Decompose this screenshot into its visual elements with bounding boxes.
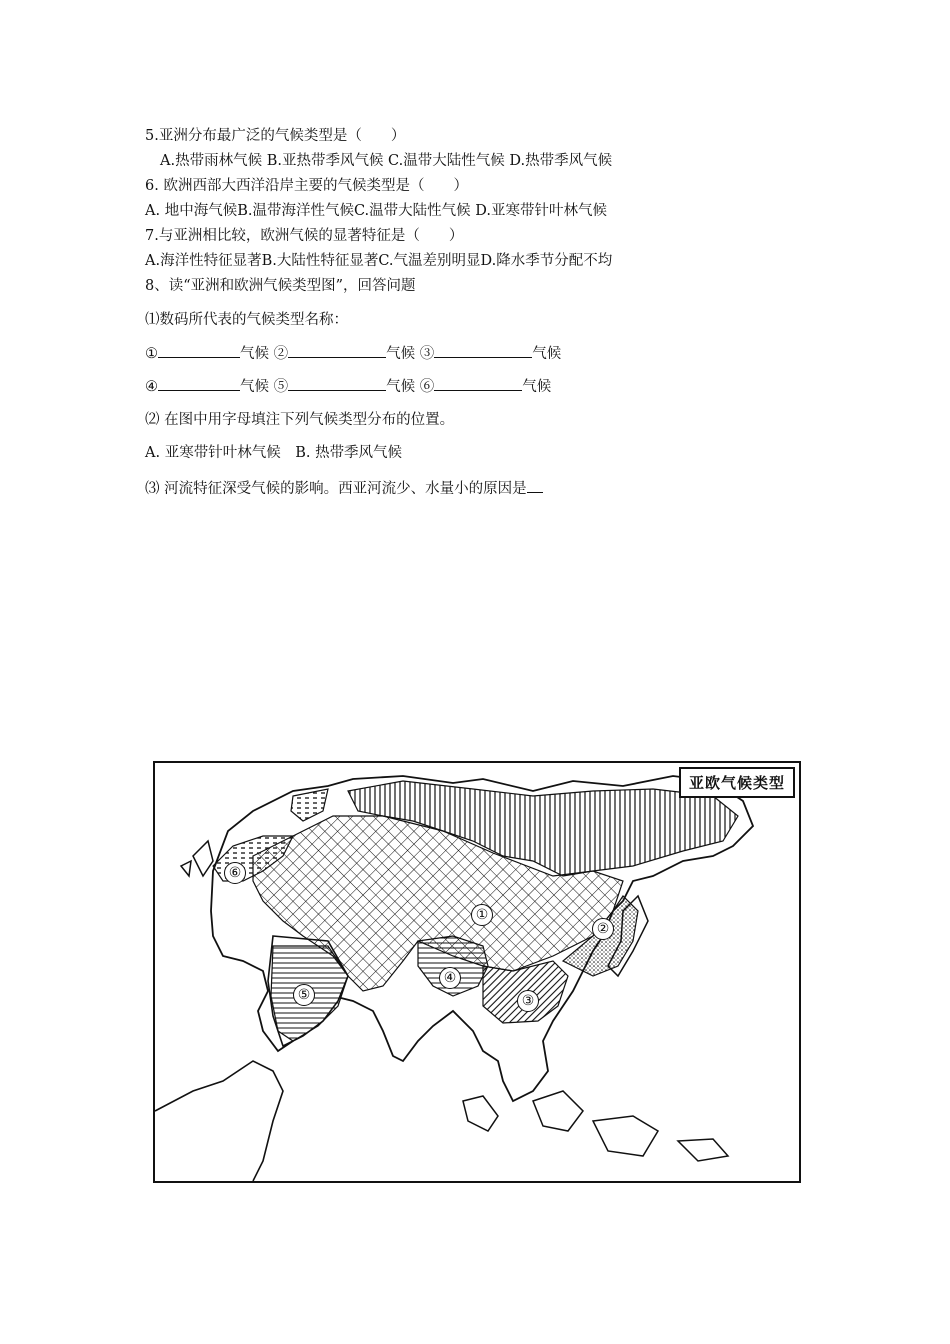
blank-7[interactable] (527, 478, 543, 493)
q8-part2-options: A. 亚寒带针叶林气候 B. 热带季风气候 (145, 445, 403, 461)
blank-3[interactable] (434, 343, 532, 358)
blank-4[interactable] (158, 376, 240, 391)
suffix-3: 气候 (532, 346, 562, 362)
blank-5[interactable] (288, 376, 386, 391)
q5-stem: 5.亚洲分布最广泛的气候类型是（ ） (145, 128, 406, 144)
q8-blanks-row1 (145, 343, 561, 364)
q7-options: A.海洋性特征显著B.大陆性特征显著C.气温差别明显D.降水季节分配不均 (145, 253, 613, 269)
suffix-6: 气候 (522, 379, 552, 395)
q5-options: A.热带雨林气候 B.亚热带季风气候 C.温带大陆性气候 D.热带季风气候 (160, 153, 613, 169)
suffix-5: 气候 (386, 379, 416, 395)
blank-1[interactable] (158, 343, 240, 358)
q8-part2: ⑵ 在图中用字母填注下列气候类型分布的位置。 (145, 412, 455, 428)
blank-6[interactable] (434, 376, 522, 391)
q8-part3 (145, 478, 543, 499)
suffix-4: 气候 (240, 379, 269, 395)
q8-part1: ⑴数码所代表的气候类型名称： (145, 312, 348, 328)
suffix-2: 气候 (386, 346, 416, 362)
q6-options: A. 地中海气候B.温带海洋性气候C.温带大陆性气候 D.亚寒带针叶林气候 (145, 203, 607, 219)
mark-6: ⑥ (419, 379, 435, 395)
climate-map (153, 761, 801, 1183)
map-label-3: ③ (517, 990, 539, 1012)
blank-2[interactable] (288, 343, 386, 358)
map-label-4: ④ (439, 967, 461, 989)
map-label-1: ① (471, 904, 493, 926)
q7-stem: 7.与亚洲相比较，欧洲气候的显著特征是（ ） (145, 228, 464, 244)
mark-1: ① (145, 346, 158, 362)
map-label-2: ② (592, 918, 614, 940)
q8-stem: 8、读“亚洲和欧洲气候类型图”，回答问题 (145, 278, 416, 294)
map-title: 亚欧气候类型 (679, 767, 795, 798)
map-label-5: ⑤ (293, 984, 315, 1006)
q8-part3-text: ⑶ 河流特征深受气候的影响。西亚河流少、水量小的原因是 (145, 481, 527, 497)
mark-4: ④ (145, 379, 158, 395)
map-label-6: ⑥ (224, 862, 246, 884)
mark-5: ⑤ (273, 379, 289, 395)
q6-stem: 6. 欧洲西部大西洋沿岸主要的气候类型是（ ） (145, 178, 468, 194)
q8-blanks-row2 (145, 376, 551, 397)
map-drawing (153, 761, 801, 1183)
mark-3: ③ (419, 346, 435, 362)
mark-2: ② (273, 346, 289, 362)
suffix-1: 气候 (240, 346, 269, 362)
